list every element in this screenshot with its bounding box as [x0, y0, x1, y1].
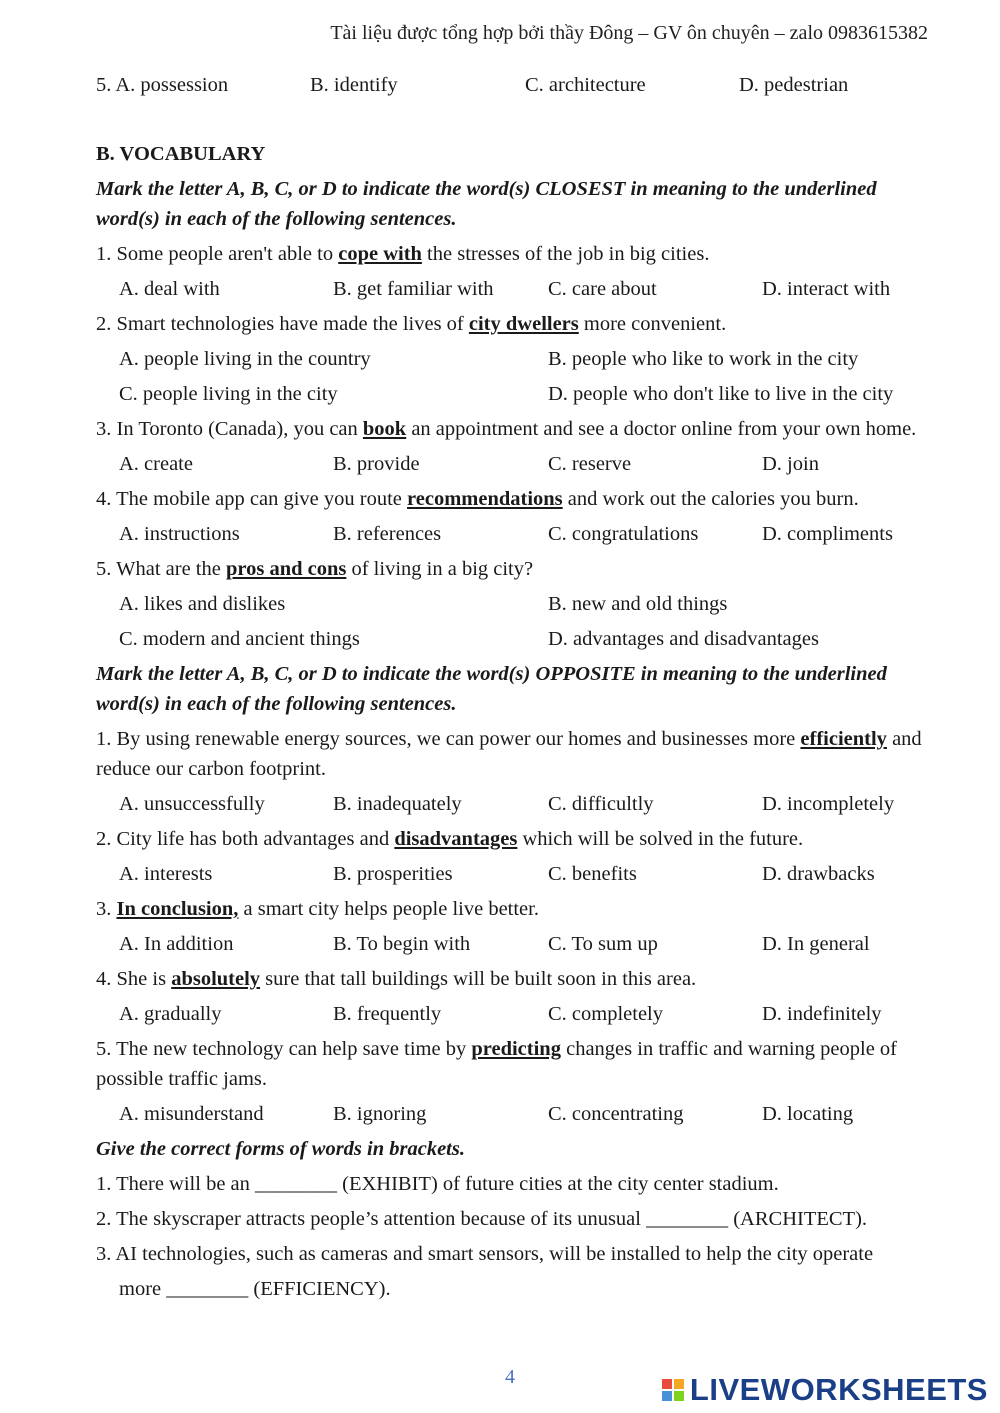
- underlined-word: absolutely: [171, 968, 261, 990]
- question-text: 1. By using renewable energy sources, we can power our homes and businesses more efficiently and reduce our carbon footprint.: [96, 728, 922, 780]
- word-form-item-continued[interactable]: more ________ (EFFICIENCY).: [119, 1278, 391, 1300]
- liveworksheets-logo[interactable]: [662, 1372, 988, 1408]
- option-c[interactable]: C. completely: [548, 1003, 664, 1025]
- option-c[interactable]: C. people living in the city: [119, 383, 338, 405]
- option-c[interactable]: C. architecture: [525, 74, 646, 96]
- liveworksheets-mark-icon: [662, 1379, 684, 1401]
- option-c[interactable]: C. concentrating: [548, 1103, 684, 1125]
- underlined-word: recommendations: [407, 488, 563, 510]
- question-options: [96, 622, 930, 657]
- option-a[interactable]: A. interests: [119, 863, 213, 885]
- option-a[interactable]: A. instructions: [119, 523, 240, 545]
- option-d[interactable]: D. drawbacks: [762, 863, 875, 885]
- mark-square: [674, 1391, 684, 1401]
- option-a[interactable]: 5. A. possession: [96, 74, 229, 96]
- option-a[interactable]: A. In addition: [119, 933, 234, 955]
- underlined-word: In conclusion,: [116, 898, 239, 920]
- option-b[interactable]: B. new and old things: [548, 593, 728, 615]
- question-options: [96, 787, 930, 822]
- option-d[interactable]: D. people who don't like to live in the city: [548, 383, 894, 405]
- page-number: 4: [505, 1366, 515, 1388]
- option-b[interactable]: B. references: [333, 523, 442, 545]
- underlined-word: predicting: [471, 1038, 561, 1060]
- option-b[interactable]: B. provide: [333, 453, 420, 475]
- option-b[interactable]: B. identify: [310, 74, 398, 96]
- section-title: B. VOCABULARY: [96, 143, 266, 165]
- closest-instruction: Mark the letter A, B, C, or D to indicate the word(s) CLOSEST in meaning to the underlined word(s) in each of the following sentences.: [96, 178, 877, 230]
- option-d[interactable]: D. In general: [762, 933, 870, 955]
- question-options: [96, 587, 930, 622]
- option-d[interactable]: D. pedestrian: [739, 74, 849, 96]
- word-form-item[interactable]: 1. There will be an ________ (EXHIBIT) of future cities at the city center stadium.: [96, 1173, 779, 1195]
- option-b[interactable]: B. people who like to work in the city: [548, 348, 859, 370]
- worksheet-content: [96, 68, 930, 1307]
- question-text: 4. The mobile app can give you route recommendations and work out the calories you burn.: [96, 488, 859, 510]
- option-d[interactable]: D. join: [762, 453, 819, 475]
- mark-square: [662, 1379, 672, 1389]
- question-options: [96, 377, 930, 412]
- option-c[interactable]: C. To sum up: [548, 933, 658, 955]
- question-text: 2. City life has both advantages and disadvantages which will be solved in the future.: [96, 828, 804, 850]
- word-form-item[interactable]: 2. The skyscraper attracts people’s attention because of its unusual ________ (ARCHITECT).: [96, 1208, 868, 1230]
- question-options: [96, 1097, 930, 1132]
- option-a[interactable]: A. gradually: [119, 1003, 222, 1025]
- option-b[interactable]: B. prosperities: [333, 863, 453, 885]
- option-d[interactable]: D. indefinitely: [762, 1003, 882, 1025]
- question-text: 3. In conclusion, a smart city helps people live better.: [96, 898, 539, 920]
- option-d[interactable]: D. incompletely: [762, 793, 895, 815]
- option-c[interactable]: C. reserve: [548, 453, 632, 475]
- question-options: [96, 342, 930, 377]
- question-text: 4. She is absolutely sure that tall buildings will be built soon in this area.: [96, 968, 697, 990]
- option-c[interactable]: C. care about: [548, 278, 657, 300]
- option-d[interactable]: D. locating: [762, 1103, 854, 1125]
- page-header: Tài liệu được tổng hợp bởi thầy Đông – GV ôn chuyên – zalo 0983615382: [330, 22, 928, 44]
- option-b[interactable]: B. inadequately: [333, 793, 462, 815]
- option-c[interactable]: C. benefits: [548, 863, 637, 885]
- opposite-instruction: Mark the letter A, B, C, or D to indicate the word(s) OPPOSITE in meaning to the underlined word(s) in each of the following sentences.: [96, 663, 887, 715]
- question-text: 1. Some people aren't able to cope with the stresses of the job in big cities.: [96, 243, 710, 265]
- option-a[interactable]: A. misunderstand: [119, 1103, 264, 1125]
- underlined-word: efficiently: [800, 728, 887, 750]
- underlined-word: cope with: [338, 243, 422, 265]
- option-a[interactable]: A. likes and dislikes: [119, 593, 286, 615]
- underlined-word: pros and cons: [225, 558, 347, 580]
- question-options: [96, 997, 930, 1032]
- option-c[interactable]: C. modern and ancient things: [119, 628, 360, 650]
- question-options: [96, 857, 930, 892]
- logo-text: LIVEWORKSHEETS: [689, 1372, 988, 1407]
- option-a[interactable]: A. create: [119, 453, 193, 475]
- option-b[interactable]: B. ignoring: [333, 1103, 427, 1125]
- question-text: 5. The new technology can help save time by predicting changes in traffic and warning people of possible traffic jams.: [96, 1038, 898, 1090]
- question-text: 2. Smart technologies have made the lives of city dwellers more convenient.: [96, 313, 727, 335]
- option-c[interactable]: C. difficultly: [548, 793, 654, 815]
- question-options: [96, 447, 930, 482]
- word-forms-instruction: Give the correct forms of words in brackets.: [96, 1138, 465, 1160]
- option-b[interactable]: B. frequently: [333, 1003, 442, 1025]
- option-d[interactable]: D. compliments: [762, 523, 893, 545]
- option-d[interactable]: D. advantages and disadvantages: [548, 628, 819, 650]
- option-b[interactable]: B. To begin with: [333, 933, 471, 955]
- word-form-item[interactable]: 3. AI technologies, such as cameras and smart sensors, will be installed to help the city operate: [96, 1243, 874, 1265]
- underlined-word: book: [362, 418, 407, 440]
- underlined-word: disadvantages: [394, 828, 518, 850]
- question-text: 3. In Toronto (Canada), you can book an appointment and see a doctor online from your own home.: [96, 418, 917, 440]
- option-a[interactable]: A. people living in the country: [119, 348, 371, 370]
- question-options: [96, 517, 930, 552]
- option-b[interactable]: B. get familiar with: [333, 278, 494, 300]
- option-d[interactable]: D. interact with: [762, 278, 891, 300]
- option-c[interactable]: C. congratulations: [548, 523, 699, 545]
- prev-question-options: [96, 68, 930, 103]
- option-a[interactable]: A. unsuccessfully: [119, 793, 265, 815]
- underlined-word: city dwellers: [468, 313, 579, 335]
- option-a[interactable]: A. deal with: [119, 278, 220, 300]
- question-text: 5. What are the pros and cons of living in a big city?: [96, 558, 534, 580]
- mark-square: [662, 1391, 672, 1401]
- question-options: [96, 272, 930, 307]
- mark-square: [674, 1379, 684, 1389]
- question-options: [96, 927, 930, 962]
